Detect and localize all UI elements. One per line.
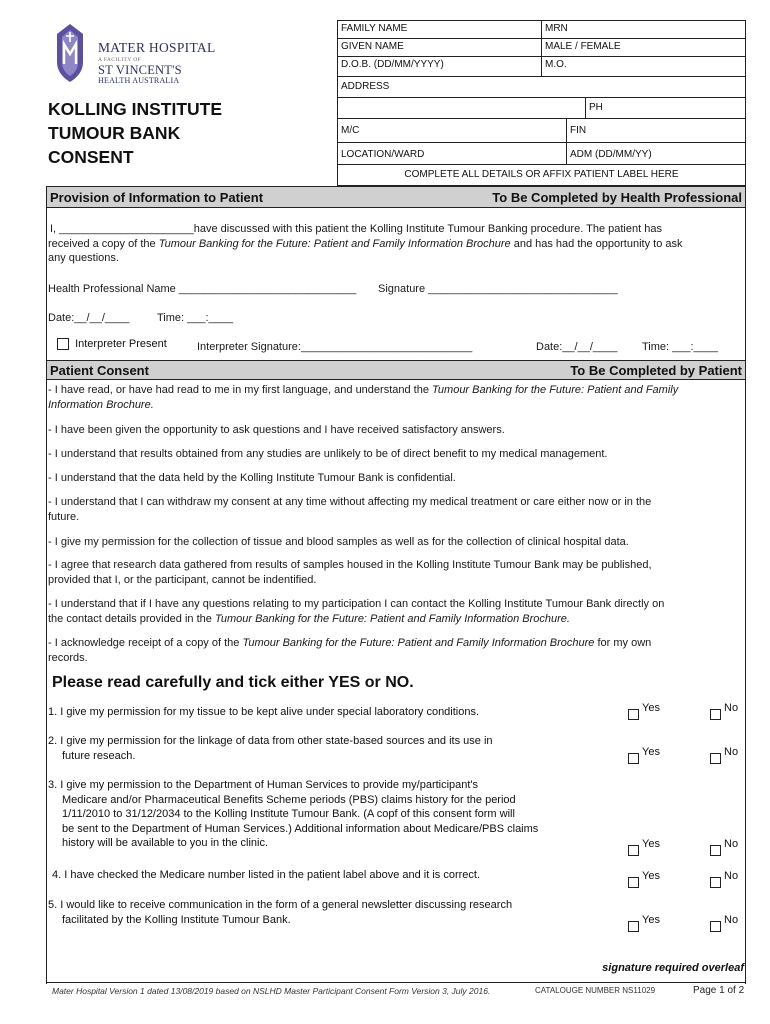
consent-statement-7 (48, 558, 742, 587)
provision-section-header (46, 186, 746, 208)
interpreter-present-label: Interpreter Present (75, 338, 167, 350)
consent-statement-5 (48, 495, 742, 524)
question-3-no-checkbox[interactable] (710, 845, 721, 856)
interpreter-checkbox[interactable] (57, 338, 69, 350)
question-4-yes-checkbox[interactable] (628, 877, 639, 888)
question-4-line-1: 4. I have checked the Medicare number listed in the patient label above and it is correct. (52, 869, 481, 881)
patient-consent-header (46, 360, 746, 380)
hp-signature-field[interactable]: Signature _______________________________ (378, 283, 618, 295)
consent-statement-9 (48, 636, 742, 665)
consent-statement-1-line-1 (48, 383, 742, 398)
mrn-field[interactable]: MRN (541, 20, 746, 39)
given-name-field[interactable]: GIVEN NAME (337, 38, 542, 57)
consent-statement-1 (48, 383, 742, 412)
consent-statement-9-italic: Tumour Banking for the Future: Patient and Family Information Brochure (242, 637, 595, 649)
dob-field[interactable]: D.O.B. (DD/MM/YYYY) (337, 56, 542, 77)
hp-statement-line-2b: and has had the opportunity to ask (510, 237, 683, 250)
fin-field[interactable]: FIN (566, 118, 746, 143)
question-3-yes-checkbox[interactable] (628, 845, 639, 856)
question-5-no-checkbox[interactable] (710, 921, 721, 932)
provision-heading: Provision of Information to Patient (50, 189, 264, 205)
consent-statement-9-text-a: - I acknowledge receipt of a copy of the (48, 637, 243, 649)
mc-field[interactable]: M/C (337, 118, 567, 143)
question-3-line-4: be sent to the Department of Human Services.) Additional information about Medicare/PBS claims (62, 822, 539, 835)
consent-statement-7-line-1: - I agree that research data gathered from results of samples housed in the Kolling Institute Tumour Bank may be published, (48, 559, 652, 571)
question-3-yes-label: Yes (642, 838, 660, 850)
patient-consent-heading-right: To Be Completed by Patient (570, 362, 742, 378)
question-4-no-checkbox[interactable] (710, 877, 721, 888)
family-name-field[interactable]: FAMILY NAME (337, 20, 542, 39)
question-5-yes-checkbox[interactable] (628, 921, 639, 932)
question-5-line-2: facilitated by the Kolling Institute Tumour Bank. (62, 913, 291, 926)
logo-line-1: MATER HOSPITAL (98, 40, 216, 55)
title-line-3: CONSENT (48, 147, 134, 167)
question-1-line-1: 1. I give my permission for my tissue to be kept alive under special laboratory conditions. (48, 706, 480, 718)
patient-consent-heading: Patient Consent (50, 362, 149, 378)
address-line-2[interactable] (337, 97, 586, 119)
consent-statement-5-line-2: future. (48, 510, 80, 523)
consent-statement-9-line-2: records. (48, 651, 88, 664)
consent-statement-4: - I understand that the data held by the Kolling Institute Tumour Bank is confidential. (48, 472, 456, 484)
footer-page-number: Page 1 of 2 (693, 985, 745, 996)
question-1-no-label: No (724, 702, 739, 714)
question-2-line-1: 2. I give my permission for the linkage of data from other state-based sources and its use in (48, 735, 493, 747)
question-2-no-label: No (724, 746, 739, 758)
mo-field[interactable]: M.O. (541, 56, 746, 77)
logo-line-4: HEALTH AUSTRALIA (98, 76, 180, 85)
question-3 (48, 778, 608, 851)
question-3-line-5: history will be available to you in the clinic. (62, 837, 269, 849)
section-bottom-border (46, 982, 746, 983)
question-5-line-1: 5. I would like to receive communication in the form of a general newsletter discussing research (48, 899, 513, 911)
form-title (48, 97, 222, 169)
footer-catalogue: CATALOUGE NUMBER NS11029 (535, 986, 656, 995)
question-4-yes-label: Yes (642, 870, 660, 882)
adm-field[interactable]: ADM (DD/MM/YY) (566, 142, 746, 165)
consent-statement-8 (48, 597, 742, 626)
consent-statement-3: - I understand that results obtained from any studies are unlikely to be of direct benefit to my medical management. (48, 448, 608, 460)
consent-statement-1-text: - I have read, or have had read to me in my first language, and understand the (48, 384, 433, 396)
question-3-line-2: Medicare and/or Pharmaceutical Benefits Scheme periods (PBS) claims history for the period (62, 793, 516, 806)
ph-field[interactable]: PH (585, 97, 746, 119)
interpreter-present-option[interactable] (57, 338, 167, 350)
consent-statement-9-line-1 (48, 636, 742, 651)
label-instruction: COMPLETE ALL DETAILS OR AFFIX PATIENT LABEL HERE (337, 164, 746, 186)
mater-crest-icon (50, 22, 90, 84)
interpreter-time-field[interactable]: Time: ___:____ (642, 341, 719, 353)
consent-statement-5-line-1: - I understand that I can withdraw my consent at any time without affecting my medical treatment or care either now or in the (48, 496, 652, 508)
hospital-logo (50, 22, 240, 84)
question-5-yes-label: Yes (642, 914, 660, 926)
question-1-no-checkbox[interactable] (710, 709, 721, 720)
location-ward-field[interactable]: LOCATION/WARD (337, 142, 567, 165)
patient-label-box (337, 20, 746, 186)
question-3-no-label: No (724, 838, 739, 850)
consent-statement-8-line-1: - I understand that if I have any questions relating to my participation I can contact the Kolling Institute Tumour Bank directly on (48, 598, 665, 610)
consent-statement-9-text-b: for my own (594, 637, 652, 649)
question-3-line-3: 1/11/2010 to 31/12/2034 to the Kolling Institute Tumour Bank. (A copf of this consent form will (62, 808, 515, 820)
title-line-1: KOLLING INSTITUTE (48, 99, 223, 119)
sex-field[interactable]: MALE / FEMALE (541, 38, 746, 57)
question-4 (52, 868, 572, 883)
consent-statement-6: - I give my permission for the collection of tissue and blood samples as well as for the collection of clinical hospital data. (48, 536, 629, 548)
footer-version: Mater Hospital Version 1 dated 13/08/2019 based on NSLHD Master Participant Consent Form Version 3, July 2016. (52, 986, 491, 996)
hp-time-field[interactable]: Time: ___:____ (157, 312, 234, 324)
provision-heading-right: To Be Completed by Health Professional (492, 189, 742, 205)
hp-name-field[interactable]: Health Professional Name _____________________________ (48, 283, 357, 295)
question-2 (48, 734, 568, 763)
hp-statement-line-2 (48, 237, 742, 252)
question-2-yes-label: Yes (642, 746, 660, 758)
question-1 (48, 705, 568, 720)
consent-statement-1-italic-2: Information Brochure. (48, 398, 154, 411)
question-1-yes-label: Yes (642, 702, 660, 714)
interpreter-signature-field[interactable]: Interpreter Signature:____________________________ (197, 341, 473, 353)
question-5-no-label: No (724, 914, 739, 926)
consent-statement-1-italic: Tumour Banking for the Future: Patient and Family (432, 384, 679, 396)
interpreter-date-field[interactable]: Date:__/__/____ (536, 341, 618, 353)
address-field[interactable]: ADDRESS (337, 76, 746, 98)
title-line-2: TUMOUR BANK (48, 123, 181, 143)
consent-statement-8-line-2 (48, 612, 742, 627)
hp-date-field[interactable]: Date:__/__/____ (48, 312, 130, 324)
brochure-title: Tumour Banking for the Future: Patient and Family Information Brochure (158, 237, 511, 250)
question-2-no-checkbox[interactable] (710, 753, 721, 764)
logo-line-2: A FACILITY OF (98, 57, 142, 63)
question-1-yes-checkbox[interactable] (628, 709, 639, 720)
hp-statement-line-2a: received a copy of the (48, 237, 159, 250)
provision-section (46, 186, 746, 362)
logo-line-3: ST VINCENT'S (98, 63, 182, 77)
signature-overleaf-note: signature required overleaf (602, 962, 744, 974)
consent-statement-7-line-2: provided that I, or the participant, cannot be indentified. (48, 573, 317, 586)
hp-statement (48, 222, 742, 266)
question-4-no-label: No (724, 870, 739, 882)
question-3-line-1: 3. I give my permission to the Department of Human Services to provide my/participant's (48, 779, 479, 791)
consent-statement-8-text: the contact details provided in the (48, 612, 215, 625)
question-5 (48, 898, 568, 927)
consent-statement-2: - I have been given the opportunity to ask questions and I have received satisfactory answers. (48, 424, 505, 436)
tick-instruction: Please read carefully and tick either YES or NO. (52, 674, 414, 691)
question-2-yes-checkbox[interactable] (628, 753, 639, 764)
consent-statement-8-italic: Tumour Banking for the Future: Patient and Family Information Brochure. (214, 612, 570, 625)
hp-statement-line-3: any questions. (48, 252, 119, 264)
question-2-line-2: future reseach. (62, 749, 136, 762)
hp-statement-line-1: I, ______________________have discussed with this patient the Kolling Institute Tumour Banking procedure. The patient has (50, 223, 662, 235)
consent-statement-1-line-2 (48, 398, 742, 413)
